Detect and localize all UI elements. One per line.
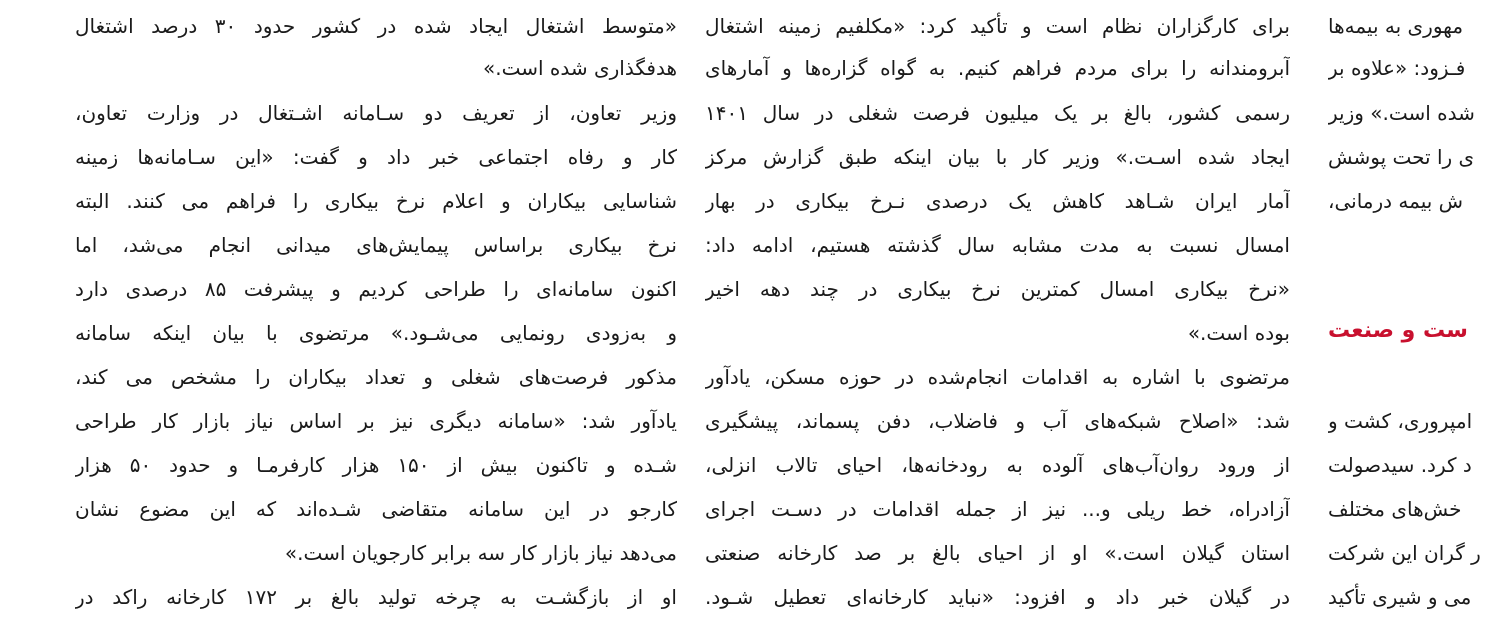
text-line: در گیلان خبر داد و افزود: «نباید کارخانه‌ای تعطیل شـود. xyxy=(705,585,1290,609)
text-fragment: خش‌های مختلف xyxy=(1328,497,1462,521)
text-line: یادآور شد: «سامانه دیگری نیز بر اساس نیاز بازار کار طراحی xyxy=(75,409,677,433)
text-fragment: می و شیری تأکید xyxy=(1328,585,1472,609)
text-line: شـده و تاکنون بیش از ۱۵۰ هزار کارفرمـا و حدود ۵۰ هزار xyxy=(75,453,677,477)
text-line xyxy=(1328,447,1500,483)
text-line xyxy=(1328,403,1500,439)
text-line: برای کارگزاران نظام است و تأکید کرد: «مکلفیم زمینه اشتغال xyxy=(705,14,1290,38)
text-line: شد: «اصلاح شبکه‌های آب و فاضلاب، دفن پسماند، پیشگیری xyxy=(705,409,1290,433)
text-line: امسال نسبت به مدت مشابه سال گذشته هستیم، ادامه داد: xyxy=(705,233,1290,257)
text-fragment: ی را تحت پوشش xyxy=(1328,145,1475,169)
text-fragment: مهوری به بیمه‌ها xyxy=(1328,14,1464,38)
text-line xyxy=(1328,579,1500,615)
text-fragment: فـزود: «علاوه بر xyxy=(1328,56,1466,80)
text-line: مرتضوی با اشاره به اقدامات انجام‌شده در حوزه مسکن، یادآور xyxy=(705,365,1290,389)
text-line: آمار ایران شـاهد کاهش یک درصدی نـرخ بیکاری در بهار xyxy=(705,189,1290,213)
text-line: کارجو در این سامانه متقاضی شـده‌اند که این مضوع نشان xyxy=(75,497,677,521)
text-line xyxy=(1328,491,1500,527)
text-line: شناسایی بیکاران و اعلام نرخ بیکاری را فراهم می کنند. البته xyxy=(75,189,677,213)
text-line: آبرومندانه را برای مردم فراهم کنیم. به گواه گزاره‌ها و آمارهای xyxy=(705,56,1290,80)
text-line: مذکور فرصت‌های شغلی و تعداد بیکاران را مشخص می کند، xyxy=(75,365,677,389)
text-line: اکنون سامانه‌ای را طراحی کردیم و پیشرفت ۸۵ درصدی دارد xyxy=(75,277,677,301)
text-line: «متوسط اشتغال ایجاد شده در کشور حدود ۳۰ درصد اشتغال xyxy=(75,14,677,38)
text-fragment: ر گران این شرکت xyxy=(1328,541,1481,565)
text-line: آزادراه، خط ریلی و... نیز از جمله اقدامات در دسـت اجرای xyxy=(705,497,1290,521)
section-heading xyxy=(1328,313,1500,349)
text-line xyxy=(1328,139,1500,175)
text-fragment: امپروری، کشت و xyxy=(1328,409,1473,433)
text-line: از ورود روان‌آب‌های آلوده به رودخانه‌ها، احیای تالاب انزلی، xyxy=(705,453,1290,477)
text-line xyxy=(1328,8,1500,44)
text-line xyxy=(1328,183,1500,219)
text-line xyxy=(1328,535,1500,571)
text-line: او از بازگشـت به چرخه تولید بالغ بر ۱۷۲ کارخانه راکد در xyxy=(75,585,677,609)
text-line: «نرخ بیکاری امسال کمترین نرخ بیکاری در چند دهه اخیر xyxy=(705,277,1290,301)
text-line: رسمی کشور، بالغ بر یک میلیون فرصت شغلی در سال ۱۴۰۱ xyxy=(705,101,1290,125)
text-line: می‌دهد نیاز بازار کار سه برابر کارجویان است.» xyxy=(284,541,677,565)
text-line: نرخ بیکاری براساس پیمایش‌های میدانی انجام می‌شد، اما xyxy=(75,233,677,257)
left-article-column xyxy=(75,0,677,636)
text-line: استان گیلان است.» او از احیای بالغ بر صد کارخانه صنعتی xyxy=(705,541,1290,565)
text-fragment: شده است.» وزیر xyxy=(1328,101,1475,125)
text-line: ایجاد شده اسـت.» وزیر کار با بیان اینکه طبق گزارش مرکز xyxy=(705,145,1290,169)
text-fragment: ست و صنعت xyxy=(1328,318,1468,343)
text-fragment: د کرد. سیدصولت xyxy=(1328,453,1472,477)
text-line: وزیر تعاون، از تعریف دو سـامانه اشـتغال در وزارت تعاون، xyxy=(75,101,677,125)
text-line: بوده است.» xyxy=(1187,321,1290,345)
text-line xyxy=(1328,95,1500,131)
right-article-column xyxy=(1328,0,1500,636)
text-line: هدفگذاری شده است.» xyxy=(482,56,677,80)
middle-article-column xyxy=(705,0,1290,636)
text-fragment: ش بیمه درمانی، xyxy=(1328,189,1464,213)
text-line: و به‌زودی رونمایی می‌شـود.» مرتضوی با بیان اینکه سامانه xyxy=(75,321,677,345)
text-line: کار و رفاه اجتماعی خبر داد و گفت: «این سـامانه‌ها زمینه xyxy=(75,145,677,169)
text-line xyxy=(1328,50,1500,86)
